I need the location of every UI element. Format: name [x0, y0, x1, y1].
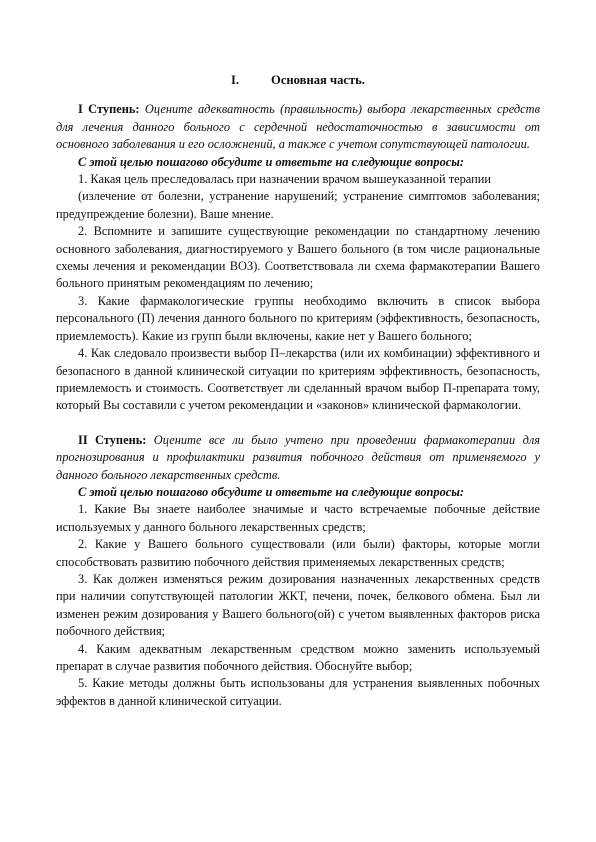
stage2-label: II Ступень:: [78, 432, 147, 447]
document-page: [56, 72, 540, 710]
stage2-intro: [56, 432, 540, 484]
stage1-subheading: С этой целью пошагово обсудите и ответьте на следующие вопросы:: [78, 154, 465, 169]
stage2-question-3: 3. Как должен изменяться режим дозирования назначенных лекарственных средств при наличии сопутствующей патологии ЖКТ, печени, почек, белкового обмена. Был ли изменен режим дозирования у Вашего больного(ой) с учетом выявленных факторов риска побочного действия;: [56, 571, 540, 639]
stage1-question-3: 3. Какие фармакологические группы необходимо включить в список выбора персонального (П) лечения данного больного по критериям (эффективность, безопасность, приемлемость). Какие из групп были включены, какие нет у Вашего больного;: [56, 293, 540, 343]
stage1-question-2: 2. Вспомните и запишите существующие рекомендации по стандартному лечению основного заболевания, диагностируемого у Вашего больного (в том числе рациональные схемы лечения и рекомендации ВОЗ). Соответствовала ли схема фармакотерапии Вашего больного принятым рекомендациям по лечению;: [56, 224, 540, 291]
section-number: I.: [231, 73, 240, 87]
stage1-question-4: 4. Как следовало произвести выбор П–лекарства (или их комбинации) эффективного и безопасного в данной клинической ситуации по критериям эффективность, безопасность, приемлемость и стоимость. Соответствует ли сделанный врачом выбор П-препарата тому, который Вы составили с учетом рекомендации и «законов» клинической фармакологии.: [56, 346, 540, 413]
stage1-label: I Ступень:: [78, 102, 140, 117]
stage2-question-2: 2. Какие у Вашего больного существовали (или были) факторы, которые могли способствовать развитию побочного действия применяемых лекарственных средств;: [56, 537, 540, 569]
stage2-question-5: 5. Какие методы должны быть использованы для устранения выявленных побочных эффектов в данной клинической ситуации.: [56, 676, 540, 708]
spacer: [56, 415, 540, 432]
stage1-question-1a: 1. Какая цель преследовалась при назначении врачом вышеуказанной терапии: [78, 172, 492, 187]
stage2-question-4: 4. Каким адекватным лекарственным средством можно заменить используемый препарат в случае развития побочного действия. Обоснуйте выбор;: [56, 641, 540, 673]
stage1-intro: [56, 101, 540, 153]
section-heading: [56, 72, 540, 89]
stage2-subheading: С этой целью пошагово обсудите и ответьте на следующие вопросы:: [78, 484, 465, 499]
stage2-text: Оцените все ли было учтено при проведении фармакотерапии для прогнозирования и профилактики развития побочного действия от применяемого у данного больного лекарственных средств.: [56, 432, 540, 482]
stage2-question-1: 1. Какие Вы знаете наиболее значимые и часто встречаемые побочные действие используемых у данного больного лекарственных средств;: [56, 502, 540, 534]
section-title: Основная часть.: [271, 73, 365, 87]
stage1-question-1b: (излечение от болезни, устранение нарушений; устранение симптомов заболевания; предупреждение болезни). Ваше мнение.: [56, 189, 540, 221]
stage1-text: Оцените адекватность (правильность) выбора лекарственных средств для лечения данного больного с сердечной недостаточностью в зависимости от основного заболевания и его осложнений, а также с учетом сопутствующей патологии.: [56, 102, 540, 152]
